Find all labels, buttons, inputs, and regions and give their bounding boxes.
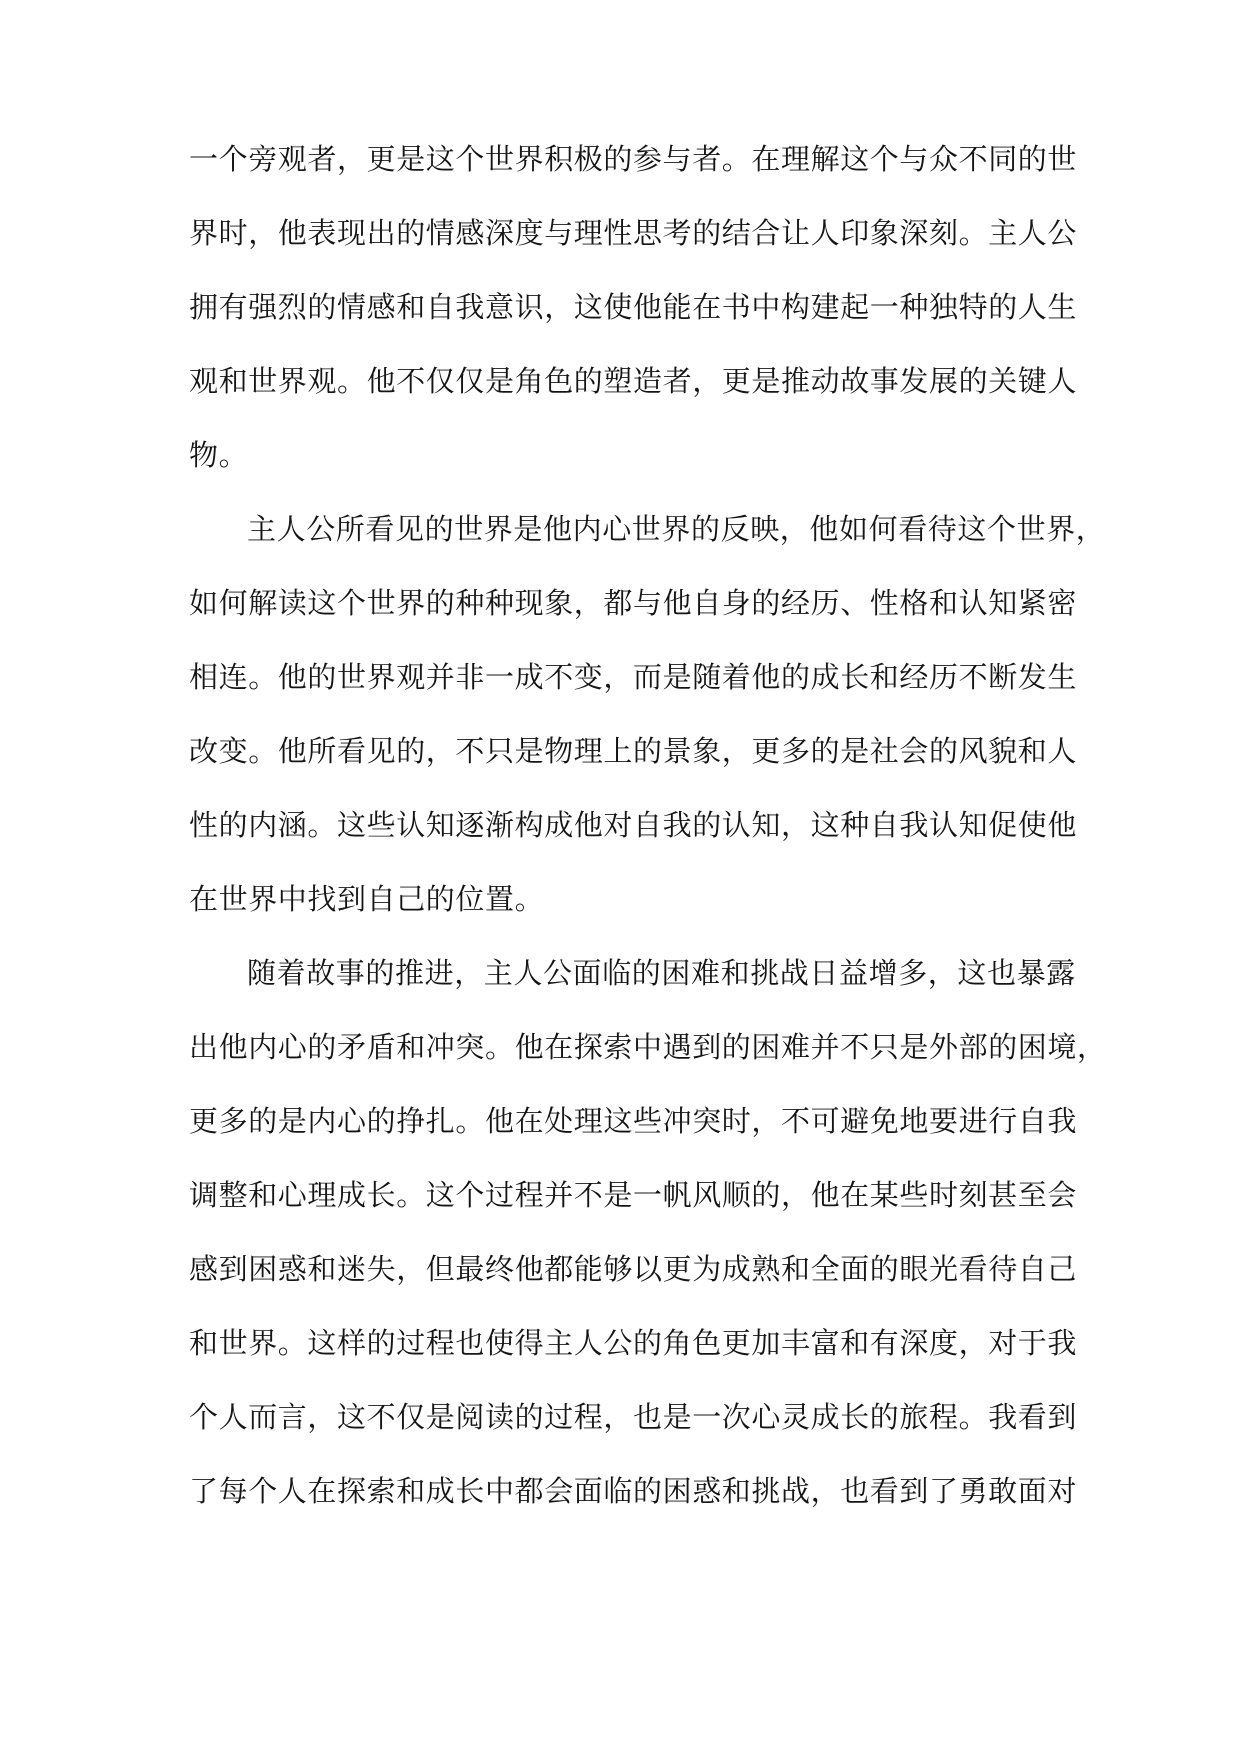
paragraph-3-line-7: 个人而言，这不仅是阅读的过程，也是一次心灵成长的旅程。我看到 (189, 1400, 1078, 1434)
paragraph-3-line-4: 调整和心理成长。这个过程并不是一帆风顺的，他在某些时刻甚至会 (189, 1178, 1078, 1212)
paragraph-2-line-6: 在世界中找到自己的位置。 (189, 882, 545, 916)
paragraph-3-line-1: 随着故事的推进，主人公面临的困难和挑战日益增多，这也暴露 (247, 956, 1076, 990)
paragraph-3-line-5: 感到困惑和迷失，但最终他都能够以更为成熟和全面的眼光看待自己 (189, 1252, 1078, 1286)
paragraph-1-line-2: 界时，他表现出的情感深度与理性思考的结合让人印象深刻。主人公 (189, 216, 1078, 250)
paragraph-2-line-1: 主人公所看见的世界是他内心世界的反映，他如何看待这个世界， (247, 512, 1106, 546)
paragraph-2-line-2: 如何解读这个世界的种种现象，都与他自身的经历、性格和认知紧密 (189, 586, 1078, 620)
paragraph-1-line-3: 拥有强烈的情感和自我意识，这使他能在书中构建起一种独特的人生 (189, 290, 1078, 324)
paragraph-1-line-4: 观和世界观。他不仅仅是角色的塑造者，更是推动故事发展的关键人 (189, 364, 1078, 398)
paragraph-3-line-6: 和世界。这样的过程也使得主人公的角色更加丰富和有深度，对于我 (189, 1326, 1078, 1360)
paragraph-2-line-3: 相连。他的世界观并非一成不变，而是随着他的成长和经历不断发生 (189, 660, 1078, 694)
paragraph-1-line-5: 物。 (189, 438, 249, 472)
paragraph-2-line-4: 改变。他所看见的，不只是物理上的景象，更多的是社会的风貌和人 (189, 734, 1078, 768)
paragraph-3-line-3: 更多的是内心的挣扎。他在处理这些冲突时，不可避免地要进行自我 (189, 1104, 1078, 1138)
paragraph-1-line-1: 一个旁观者，更是这个世界积极的参与者。在理解这个与众不同的世 (189, 142, 1078, 176)
paragraph-3-line-8: 了每个人在探索和成长中都会面临的困惑和挑战，也看到了勇敢面对 (189, 1474, 1078, 1508)
paragraph-3-line-2: 出他内心的矛盾和冲突。他在探索中遇到的困难并不只是外部的困境， (189, 1030, 1107, 1064)
paragraph-2-line-5: 性的内涵。这些认知逐渐构成他对自我的认知，这种自我认知促使他 (189, 808, 1078, 842)
